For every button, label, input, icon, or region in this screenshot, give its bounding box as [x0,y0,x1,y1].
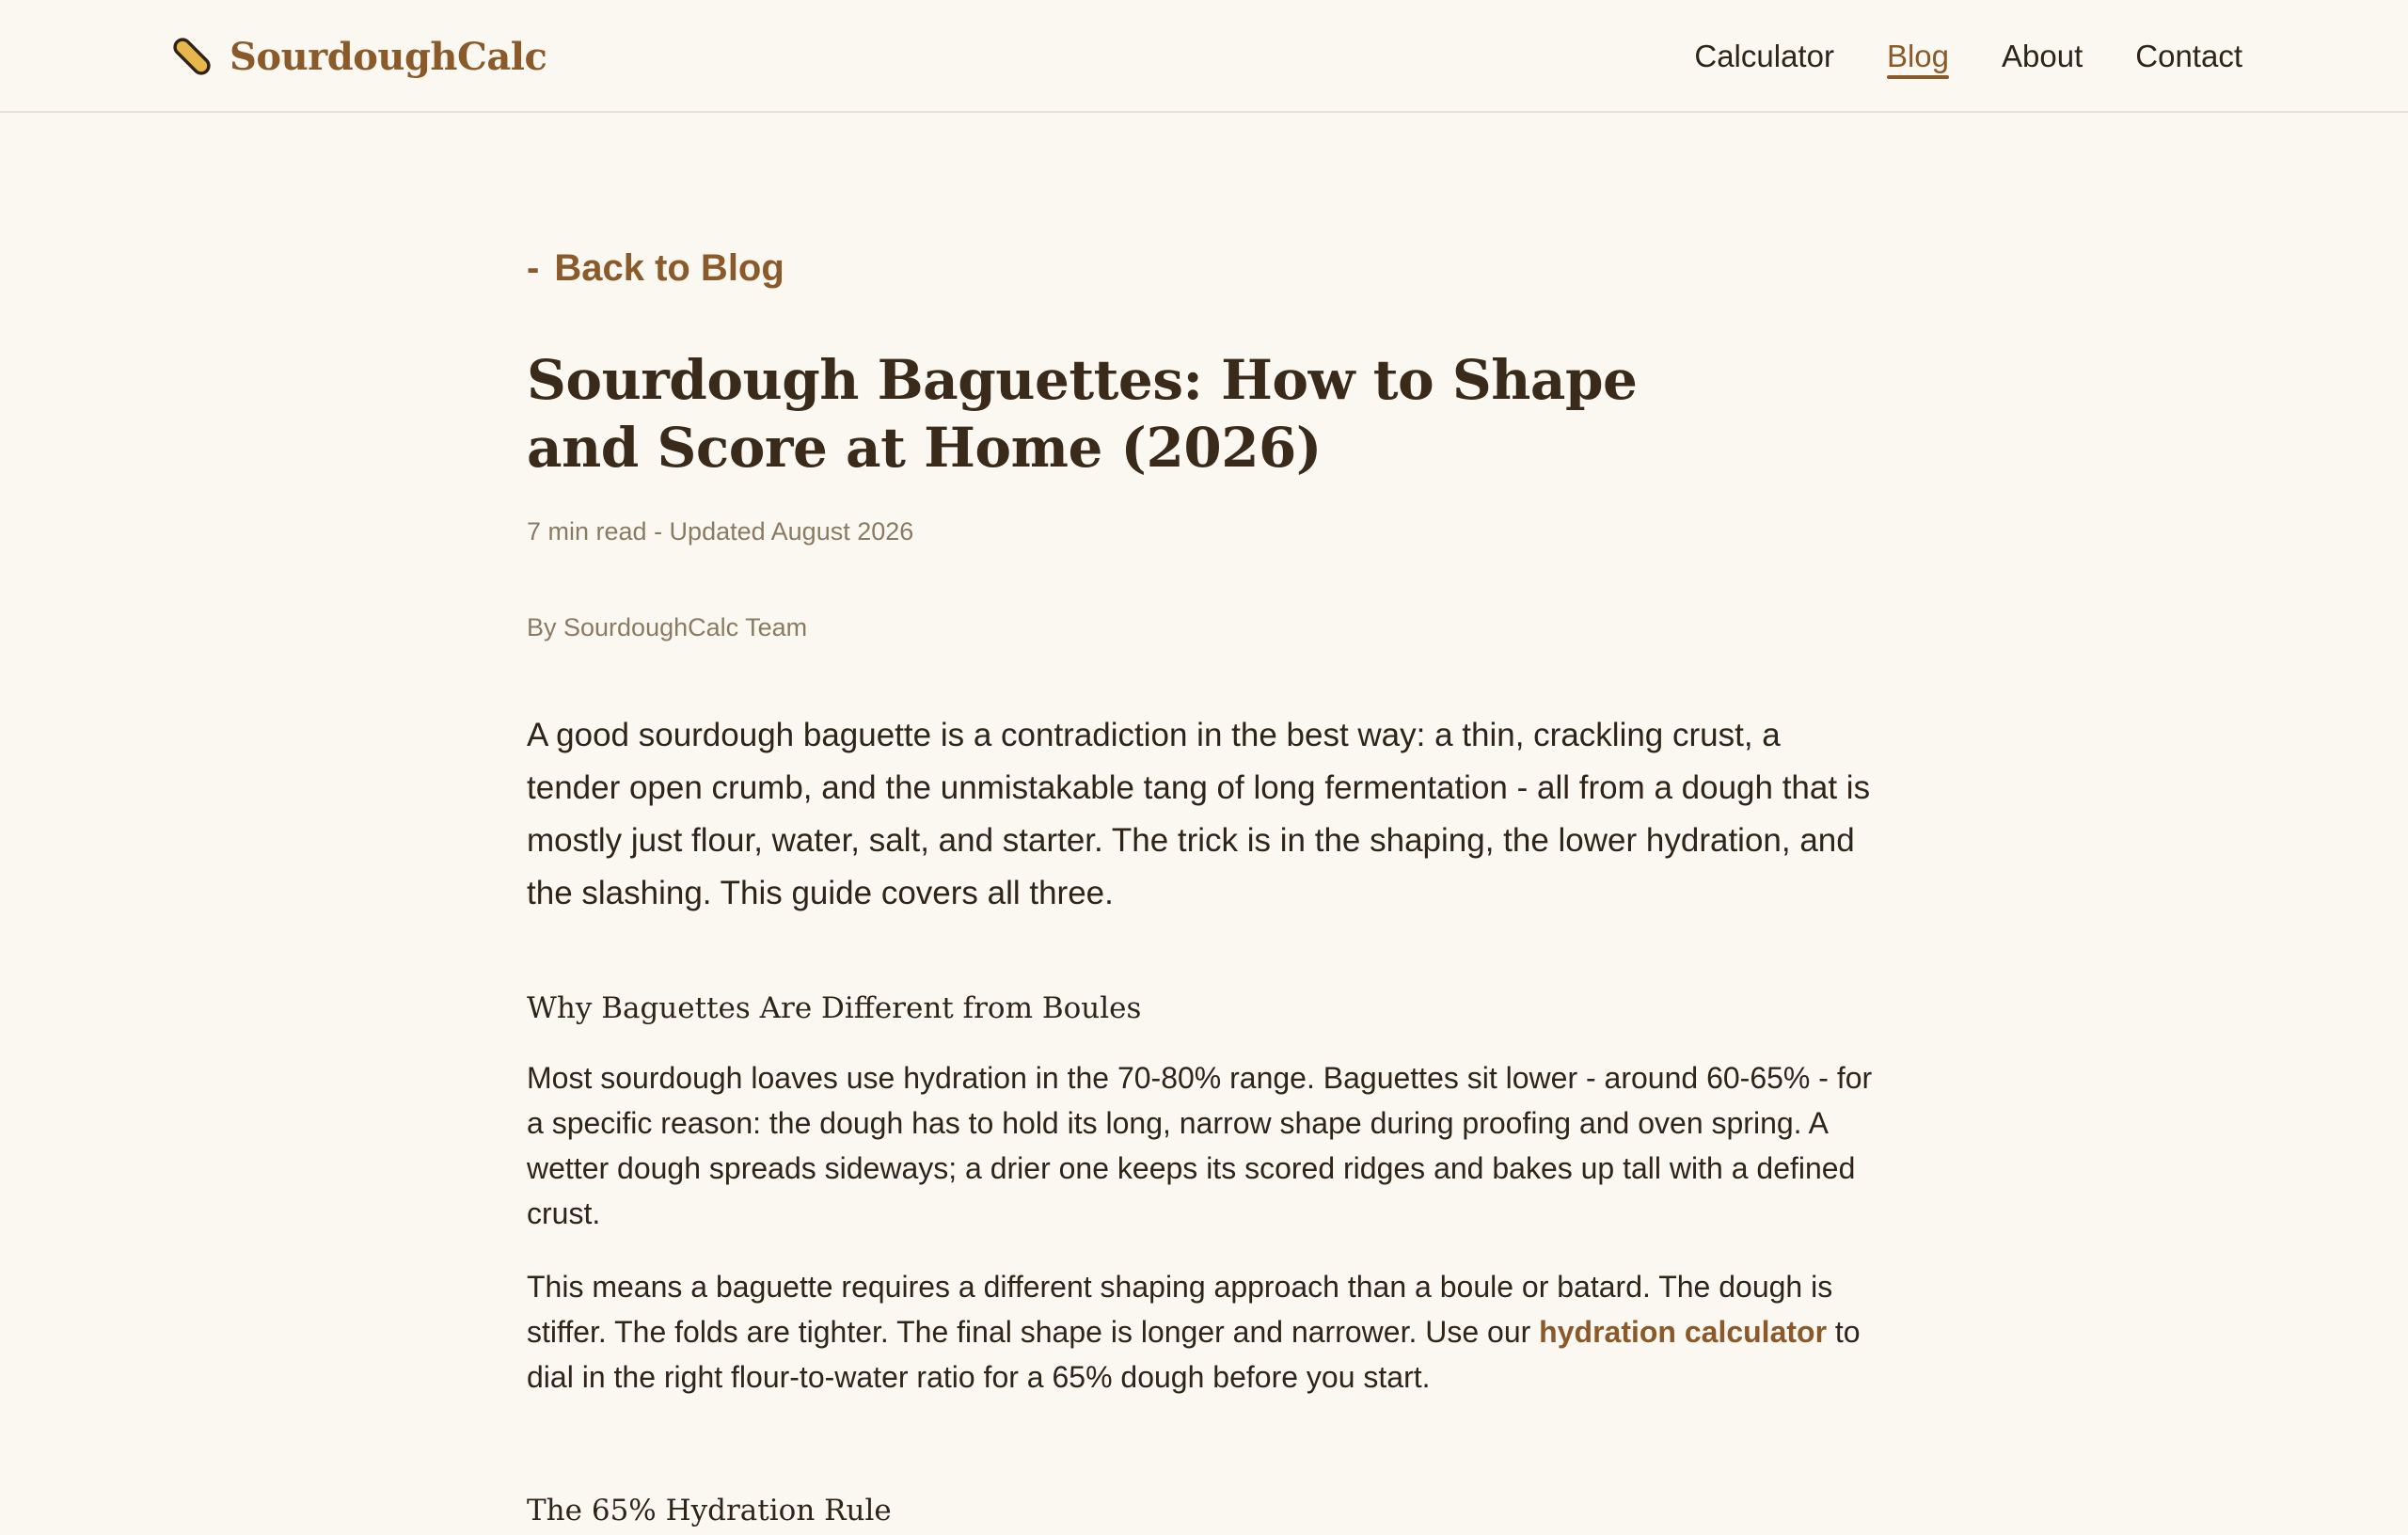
brand-logo-link[interactable] [167,28,547,85]
section-paragraph [527,1264,1881,1400]
back-arrow-icon: - [527,246,540,289]
article-byline: By SourdoughCalc Team [527,613,808,641]
nav-contact[interactable]: Contact [2135,39,2242,73]
section-heading-hydration-rule: The 65% Hydration Rule [527,1494,892,1527]
brand-name: SourdoughCalc [230,34,547,79]
back-link-label: Back to Blog [554,246,784,289]
article-meta: 7 min read - Updated August 2026 [527,517,914,546]
nav-blog[interactable]: Blog [1887,30,1949,83]
main-nav [1694,30,2242,83]
nav-about[interactable]: About [2002,39,2083,73]
article [527,226,1881,1535]
section-paragraph: Most sourdough loaves use hydration in the 70-80% range. Baguettes sit lower - around 60-65% - for a specific reason: the dough has to hold its long, narrow shape during proofing and oven spring. A wetter dough spreads sideways; a drier one keeps its scored ridges and bakes up tall with a defined crust. [527,1061,1873,1230]
section-heading-why-baguettes: Why Baguettes Are Different from Boules [527,991,1142,1025]
article-title: Sourdough Baguettes: How to Shape and Score at Home (2026) [527,348,1638,480]
nav-calculator[interactable]: Calculator [1694,39,1834,73]
baguette-icon [167,32,216,81]
hydration-calculator-link[interactable]: hydration calculator [1539,1315,1828,1349]
paragraph-text: to dial in the right flour-to-water ratio for a 65% dough before you start. [527,1315,1861,1394]
paragraph-text: This means a baguette requires a different shaping approach than a boule or batard. The dough is stiffer. The folds are tighter. The final shape is longer and narrower. Use our [527,1270,1833,1349]
back-to-blog-link[interactable] [527,226,784,310]
site-header [0,0,2408,113]
article-lede: A good sourdough baguette is a contradiction in the best way: a thin, crackling crust, a tender open crumb, and the unmistakable tang of long fermentation - all from a dough that is mostly just flour, water, salt, and starter. The trick is in the shaping, the lower hydration, and the slashing. This guide covers all three. [527,717,1871,911]
